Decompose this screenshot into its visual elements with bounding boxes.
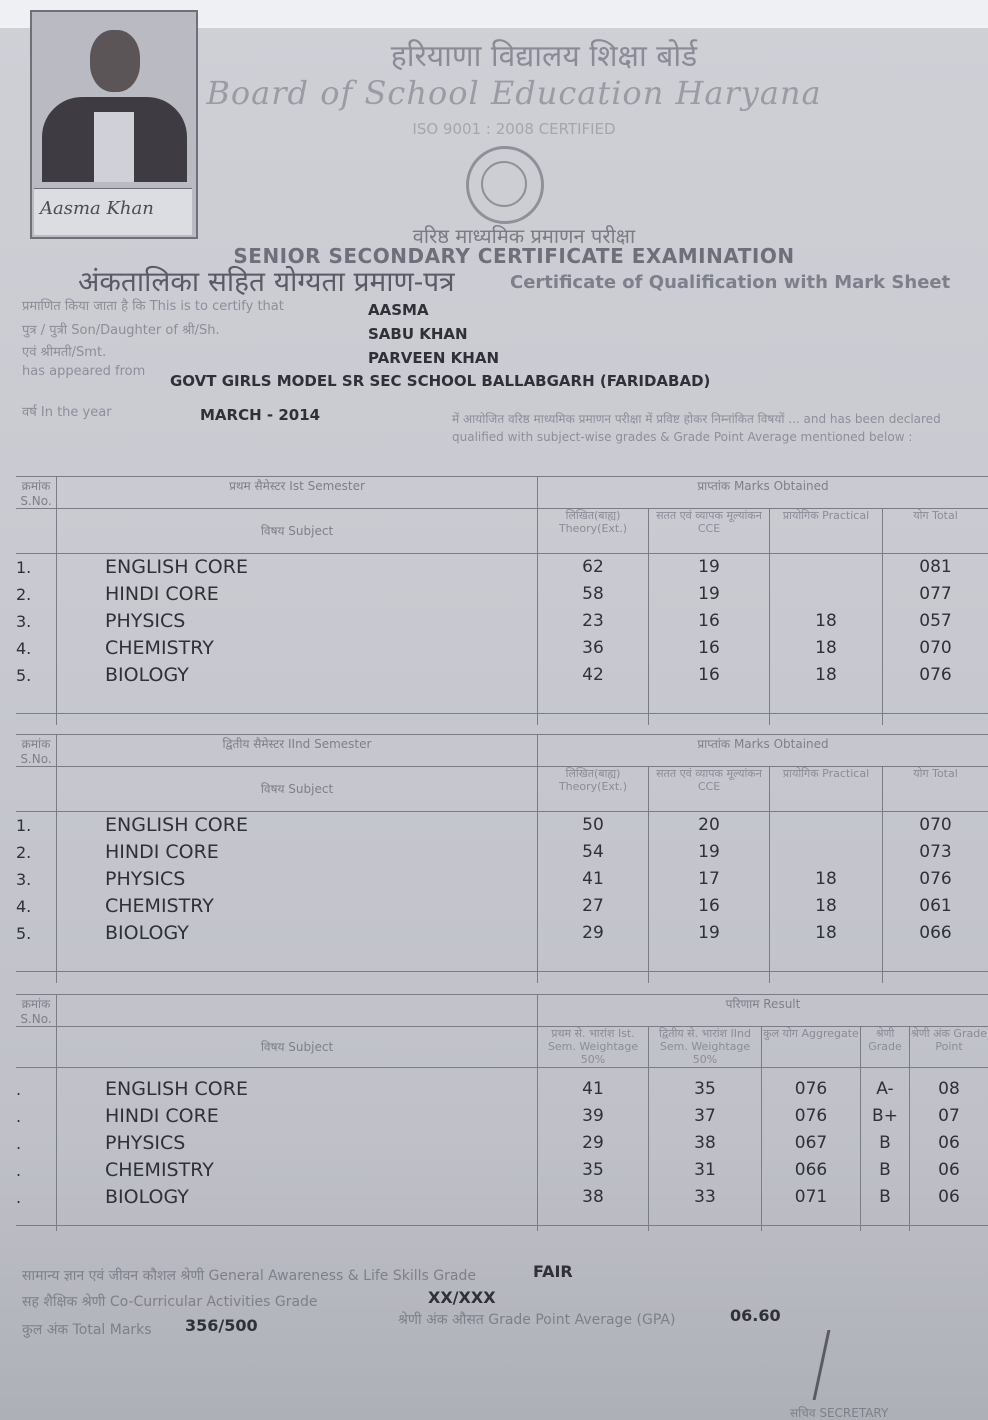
cell-sno: 4. [16,639,32,658]
school-label: has appeared from [22,364,146,379]
cell-total: 081 [883,554,988,582]
cell-spacer [57,1211,538,1231]
cell-cce: 19 [649,581,770,608]
sem1-rows [16,554,988,726]
certify-label: प्रमाणित किया जाता है कि This is to certify that [22,299,284,314]
table-row [16,947,988,983]
cca-label: सह शैक्षिक श्रेणी Co-Curricular Activities Grade [22,1294,318,1310]
weightage-sem2-label: द्वितीय से. भारांश IInd Sem. Weightage 50% [649,1027,762,1068]
cell-subject: ENGLISH CORE [57,554,538,582]
cell-w1: 35 [538,1157,649,1184]
cell-grade: B+ [861,1103,910,1130]
sem2-title: द्वितीय सैमेस्टर IInd Semester [57,735,538,767]
cell-spacer [57,995,538,1027]
cell-total: 070 [883,812,988,840]
cell-gp: 06 [910,1157,988,1184]
table-row [16,1211,988,1231]
cell-subject: HINDI CORE [57,839,538,866]
cell-theory: 23 [538,608,649,635]
cell-total: 061 [883,893,988,920]
cell-cce: 16 [649,635,770,662]
cell-spacer [16,1027,57,1068]
cell-practical: 18 [770,866,883,893]
cell-spacer [649,689,770,725]
cell-cce: 17 [649,866,770,893]
mother-name: PARVEEN KHAN [368,349,499,367]
cell-w2: 37 [649,1103,762,1130]
cell-spacer [762,1068,861,1076]
cell-spacer [883,947,988,983]
cell-total: 077 [883,581,988,608]
cell-total: 066 [883,920,988,947]
cell-spacer [883,689,988,725]
year-label: वर्ष In the year [22,405,112,420]
cell-practical [770,581,883,608]
cell-aggregate: 076 [762,1103,861,1130]
iso-certification: ISO 9001 : 2008 CERTIFIED [412,120,616,138]
table-row [16,662,988,689]
cell-subject: ENGLISH CORE [57,1076,538,1103]
cell-practical: 18 [770,608,883,635]
cell-theory: 62 [538,554,649,582]
cell-sno: 5. [16,666,32,685]
ga-value: FAIR [533,1262,573,1281]
cell-grade: B [861,1130,910,1157]
cell-spacer [762,1211,861,1231]
cell-theory: 42 [538,662,649,689]
school-name: GOVT GIRLS MODEL SR SEC SCHOOL BALLABGARH (FARIDABAD) [170,372,711,390]
cell-spacer [649,1068,762,1076]
cell-subject: CHEMISTRY [57,1157,538,1184]
cell-subject: ENGLISH CORE [57,812,538,840]
cell-grade: B [861,1184,910,1211]
gpa-label: श्रेणी अंक औसत Grade Point Average (GPA) [398,1312,676,1328]
total-marks-label: कुल अंक Total Marks [22,1322,152,1338]
board-name: Board of School Education Haryana [206,74,822,112]
cca-value: XX/XXX [428,1288,496,1307]
cell-sno: . [16,1106,22,1126]
sem2-sno-label: क्रमांक S.No. [16,735,57,767]
cell-subject: BIOLOGY [57,1184,538,1211]
cell-w1: 29 [538,1130,649,1157]
cell-theory: 54 [538,839,649,866]
exam-name: SENIOR SECONDARY CERTIFICATE EXAMINATION [233,244,795,268]
cell-practical: 18 [770,662,883,689]
result-sno-label: क्रमांक S.No. [16,995,57,1027]
cell-gp: 06 [910,1130,988,1157]
cell-spacer [770,689,883,725]
cell-sno: 1. [16,816,32,835]
table-row [16,812,988,840]
cell-practical [770,812,883,840]
cell-practical: 18 [770,635,883,662]
cell-theory: 29 [538,920,649,947]
grade-label: श्रेणी Grade [861,1027,910,1068]
result-subject-label: विषय Subject [57,1027,538,1068]
table-row [16,689,988,725]
certificate-title-hindi: अंकतालिका सहित योग्यता प्रमाण-पत्र [78,265,455,298]
table-row [16,477,988,509]
sem2-cce-label: सतत एवं व्यापक मूल्यांकन CCE [649,767,770,812]
table-row [16,509,988,554]
cell-total: 073 [883,839,988,866]
cell-spacer [57,1068,538,1076]
table-row [16,1103,988,1130]
cell-spacer [16,509,57,554]
cell-spacer [861,1211,910,1231]
cell-grade: B [861,1157,910,1184]
sem1-sno-label: क्रमांक S.No. [16,477,57,509]
cell-gp: 08 [910,1076,988,1103]
cell-sno: . [16,1079,22,1099]
cell-spacer [16,689,57,725]
seal-inner [481,161,527,207]
cell-subject: BIOLOGY [57,920,538,947]
cell-aggregate: 066 [762,1157,861,1184]
gpa-value: 06.60 [730,1306,781,1325]
result-rows [16,1068,988,1231]
sem2-table [16,734,988,972]
sem1-title: प्रथम सैमेस्टर Ist Semester [57,477,538,509]
table-row [16,1130,988,1157]
sem1-subject-label: विषय Subject [57,509,538,554]
sem1-cce-label: सतत एवं व्यापक मूल्यांकन CCE [649,509,770,554]
cell-sno: . [16,1187,22,1207]
cell-spacer [538,689,649,725]
table-row [16,893,988,920]
cell-spacer [649,947,770,983]
cell-total: 076 [883,866,988,893]
sem2-total-label: योग Total [883,767,988,812]
cell-w2: 31 [649,1157,762,1184]
cell-sno: 2. [16,843,32,862]
sem1-total-label: योग Total [883,509,988,554]
sem2-rows [16,812,988,984]
cell-subject: PHYSICS [57,608,538,635]
table-row [16,1068,988,1076]
mother-label: एवं श्रीमती/Smt. [22,345,107,360]
candidate-signature: Aasma Khan [40,198,154,219]
cell-spacer [16,767,57,812]
cell-w1: 41 [538,1076,649,1103]
cell-w1: 39 [538,1103,649,1130]
table-row [16,995,988,1027]
parent-label: पुत्र / पुत्री Son/Daughter of श्री/Sh. [22,323,220,338]
cell-subject: CHEMISTRY [57,893,538,920]
cell-w1: 38 [538,1184,649,1211]
cell-cce: 16 [649,608,770,635]
cell-aggregate: 067 [762,1130,861,1157]
qualification-statement: में आयोजित वरिष्ठ माध्यमिक प्रमाणन परीक्षा में प्रविष्ट होकर निम्नांकित विषयों ... and has been declared qualified with subject-wise grades & Grade Point Average mentioned below : [452,412,941,444]
sem1-marks-label: प्राप्तांक Marks Obtained [538,477,988,509]
table-row [16,1184,988,1211]
sem2-practical-label: प्रायोगिक Practical [770,767,883,812]
aggregate-label: कुल योग Aggregate [762,1027,861,1068]
cell-subject: HINDI CORE [57,1103,538,1130]
table-row [16,635,988,662]
cell-sno: 5. [16,924,32,943]
cell-gp: 07 [910,1103,988,1130]
ga-label: सामान्य ज्ञान एवं जीवन कौशल श्रेणी General Awareness & Life Skills Grade [22,1268,476,1284]
cell-theory: 41 [538,866,649,893]
sem2-marks-label: प्राप्तांक Marks Obtained [538,735,988,767]
sem1-theory-label: लिखित(बाह्य) Theory(Ext.) [538,509,649,554]
cell-subject: PHYSICS [57,866,538,893]
cell-spacer [861,1068,910,1076]
cell-cce: 16 [649,662,770,689]
cell-spacer [910,1068,988,1076]
sem1-table [16,476,988,714]
result-label: परिणाम Result [538,995,988,1027]
cell-theory: 58 [538,581,649,608]
cell-subject: CHEMISTRY [57,635,538,662]
cell-spacer [16,1211,57,1231]
cell-spacer [57,689,538,725]
table-row [16,1157,988,1184]
cell-spacer [538,1211,649,1231]
cell-aggregate: 076 [762,1076,861,1103]
cell-cce: 16 [649,893,770,920]
cell-theory: 36 [538,635,649,662]
cell-grade: A- [861,1076,910,1103]
cell-w2: 35 [649,1076,762,1103]
sem1-practical-label: प्रायोगिक Practical [770,509,883,554]
cell-spacer [538,1068,649,1076]
sem2-theory-label: लिखित(बाह्य) Theory(Ext.) [538,767,649,812]
cell-subject: PHYSICS [57,1130,538,1157]
candidate-name: AASMA [368,301,429,319]
cell-cce: 20 [649,812,770,840]
cell-sno: . [16,1133,22,1153]
cell-total: 076 [883,662,988,689]
table-row [16,866,988,893]
total-marks-value: 356/500 [185,1316,258,1335]
table-row [16,581,988,608]
result-table [16,994,988,1226]
board-seal-icon [466,146,544,224]
cell-total: 057 [883,608,988,635]
cell-spacer [57,947,538,983]
secretary-signature-icon [813,1330,881,1400]
table-row [16,608,988,635]
cell-w2: 38 [649,1130,762,1157]
cell-theory: 50 [538,812,649,840]
cell-sno: 2. [16,585,32,604]
table-row [16,920,988,947]
cell-sno: . [16,1160,22,1180]
sem2-subject-label: विषय Subject [57,767,538,812]
table-row [16,839,988,866]
certificate-title: Certificate of Qualification with Mark Sheet [510,272,951,293]
cell-sno: 1. [16,558,32,577]
cell-practical: 18 [770,893,883,920]
cell-subject: BIOLOGY [57,662,538,689]
cell-w2: 33 [649,1184,762,1211]
table-row [16,1027,988,1068]
cell-total: 070 [883,635,988,662]
cell-spacer [16,1068,57,1076]
table-row [16,767,988,812]
cell-practical [770,554,883,582]
cell-practical: 18 [770,920,883,947]
cell-spacer [649,1211,762,1231]
cell-cce: 19 [649,920,770,947]
cell-spacer [538,947,649,983]
cell-cce: 19 [649,554,770,582]
table-row [16,1076,988,1103]
exam-year: MARCH - 2014 [200,406,321,424]
exam-name-hindi: वरिष्ठ माध्यमिक प्रमाणन परीक्षा [412,224,636,248]
cell-spacer [770,947,883,983]
cell-aggregate: 071 [762,1184,861,1211]
weightage-sem1-label: प्रथम से. भारांश Ist. Sem. Weightage 50% [538,1027,649,1068]
grade-point-label: श्रेणी अंक Grade Point [910,1027,988,1068]
cell-practical [770,839,883,866]
cell-gp: 06 [910,1184,988,1211]
table-row [16,554,988,582]
secretary-label: सचिव SECRETARY [790,1406,889,1420]
table-row [16,735,988,767]
cell-spacer [910,1211,988,1231]
cell-subject: HINDI CORE [57,581,538,608]
cell-theory: 27 [538,893,649,920]
cell-sno: 4. [16,897,32,916]
board-name-hindi: हरियाणा विद्यालय शिक्षा बोर्ड [390,39,698,74]
cell-sno: 3. [16,870,32,889]
cell-cce: 19 [649,839,770,866]
cell-sno: 3. [16,612,32,631]
cell-spacer [16,947,57,983]
father-name: SABU KHAN [368,325,468,343]
